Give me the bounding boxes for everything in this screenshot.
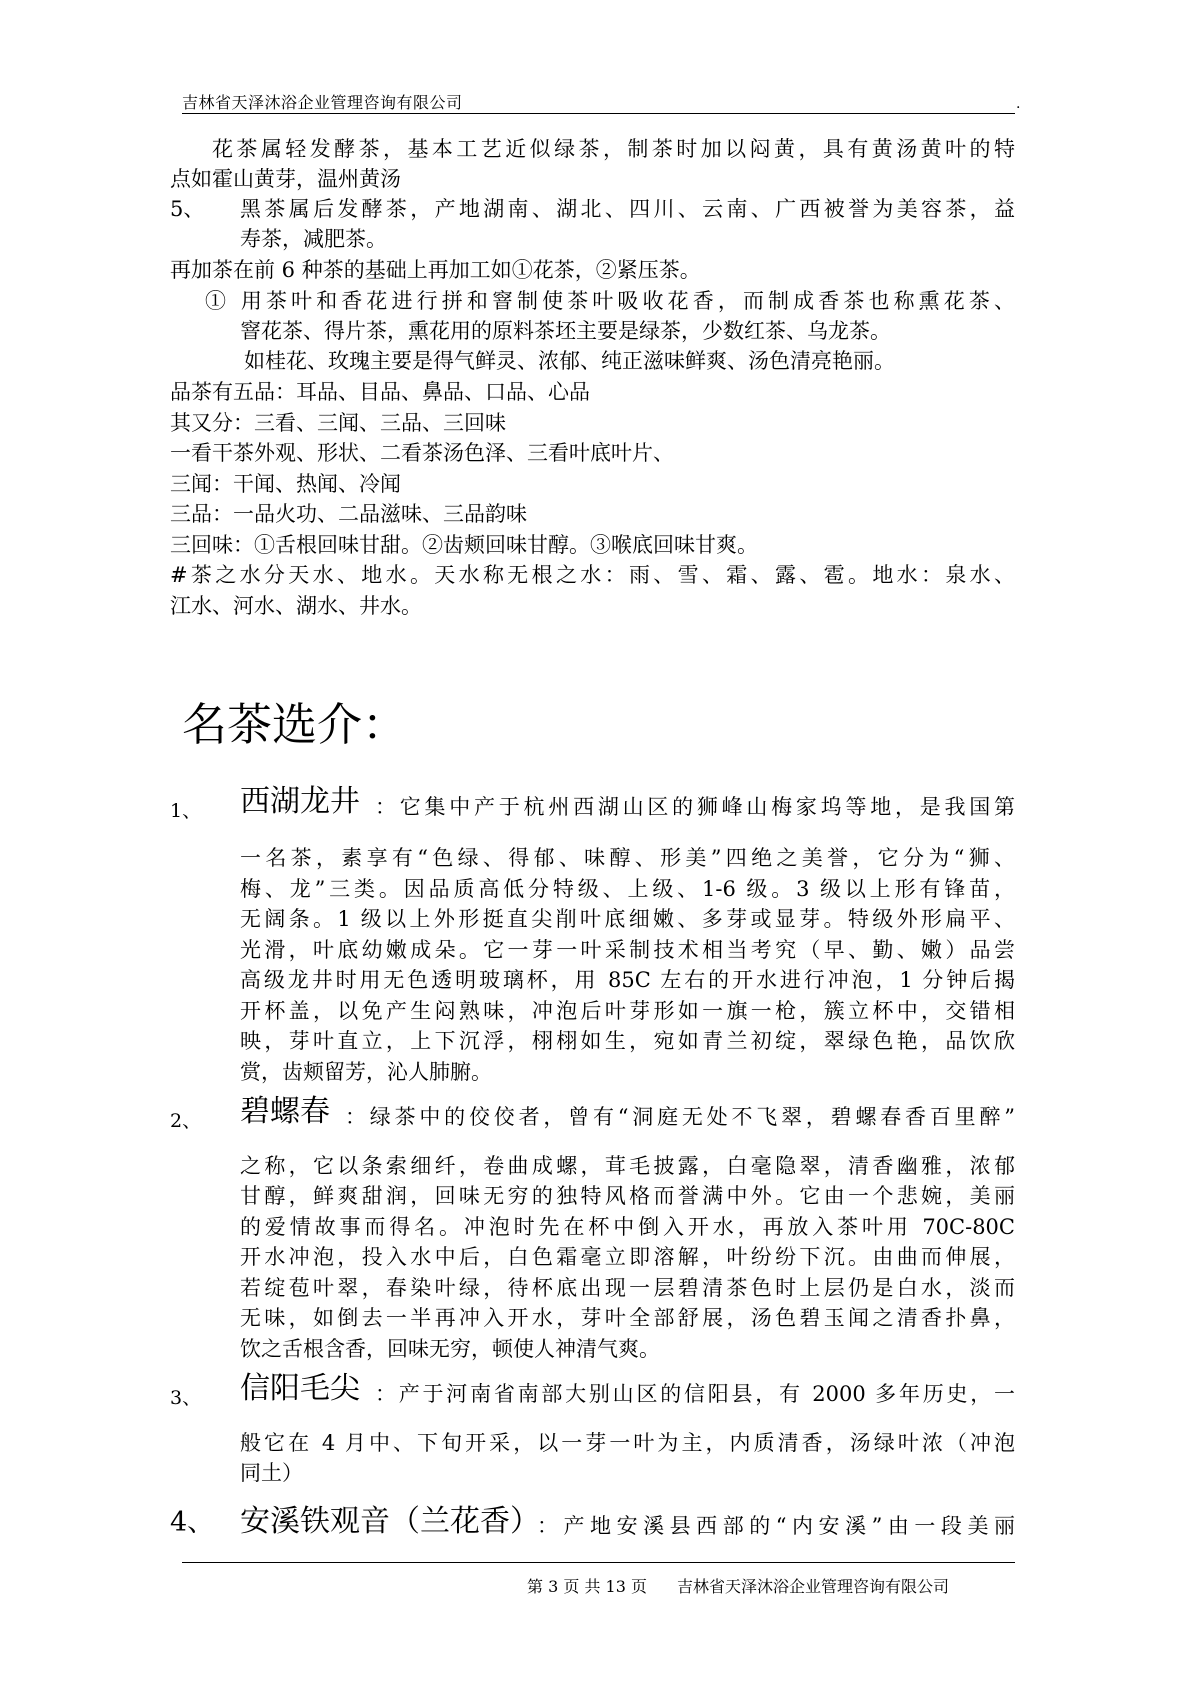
- tea-line: 开杯盖，以免产生闷熟味，冲泡后叶芽形如一旗一枪，簇立杯中，交错相: [240, 999, 1015, 1023]
- tea-name: 西湖龙井: [240, 784, 360, 819]
- tea-first-line: ：它集中产于杭州西湖山区的狮峰山梅家坞等地，是我国第: [375, 795, 1015, 819]
- page-number: 第 3 页 共 13 页: [527, 1577, 647, 1596]
- intro-line-16: 江水、河水、湖水、井水。: [170, 594, 422, 618]
- tea-first-line: ：产于河南省南部大别山区的信阳县，有 2000 多年历史，一: [375, 1382, 1015, 1406]
- tea-line: 开水冲泡，投入水中后，白色霜毫立即溶解，叶纷纷下沉。由曲而伸展，: [240, 1245, 1015, 1269]
- intro-line-9: 品茶有五品：耳品、目品、鼻品、口品、心品: [170, 380, 590, 404]
- tea-line: 之称，它以条索细纤，卷曲成螺，茸毛披露，白毫隐翠，清香幽雅，浓郁: [240, 1154, 1015, 1178]
- tea-number: 1、: [170, 800, 202, 822]
- footer-company: 吉林省天泽沐浴企业管理咨询有限公司: [676, 1577, 949, 1596]
- intro-line-13: 三品：一品火功、二品滋味、三品韵味: [170, 502, 527, 526]
- tea-line: 映，芽叶直立，上下沉浮，栩栩如生，宛如青兰初绽，翠绿色艳，品饮欣: [240, 1029, 1015, 1053]
- intro-line-11: 一看干茶外观、形状、二看茶汤色泽、三看叶底叶片、: [170, 441, 674, 465]
- intro-line-3: 黑茶属后发酵茶，产地湖南、湖北、四川、云南、广西被誉为美容茶，益: [240, 197, 1015, 221]
- header-rule: [182, 113, 1015, 114]
- intro-line-12: 三闻：干闻、热闻、冷闻: [170, 472, 401, 496]
- tea-line: 光滑，叶底幼嫩成朵。它一芽一叶采制技术相当考究（早、勤、嫩）品尝: [240, 938, 1015, 962]
- header-dot: .: [1016, 96, 1021, 112]
- tea-number: 2、: [170, 1110, 202, 1132]
- intro-line-8: 如桂花、玫瑰主要是得气鲜灵、浓郁、纯正滋味鲜爽、汤色清亮艳丽。: [244, 349, 895, 373]
- tea-line: 一名茶，素享有“色绿、得郁、味醇、形美”四绝之美誉，它分为“狮、: [240, 846, 1015, 870]
- list-number-5: 5、: [170, 197, 205, 221]
- tea-line: 若绽苞叶翠，春染叶绿，待杯底出现一层碧清茶色时上层仍是白水，淡而: [240, 1276, 1015, 1300]
- tea-line: 同土）: [240, 1461, 303, 1485]
- section-title: 名茶选介：: [182, 698, 408, 751]
- tea-line: 饮之舌根含香，回味无穷，顿使人神清气爽。: [240, 1337, 660, 1361]
- intro-line-14: 三回味：①舌根回味甘甜。②齿颊回味甘醇。③喉底回味甘爽。: [170, 533, 758, 557]
- tea-number: 3、: [170, 1387, 202, 1409]
- intro-line-1: 花茶属轻发酵茶，基本工艺近似绿茶，制茶时加以闷黄，具有黄汤黄叶的特: [212, 137, 1015, 161]
- tea-first-line: ：绿茶中的佼佼者，曾有“洞庭无处不飞翠，碧螺春香百里醉”: [345, 1105, 1015, 1129]
- intro-line-4: 寿茶，减肥茶。: [240, 227, 387, 251]
- tea-first-line: ：产地安溪县西部的“内安溪”由一段美丽: [537, 1514, 1015, 1538]
- tea-line: 无味，如倒去一半再冲入开水，芽叶全部舒展，汤色碧玉闻之清香扑鼻，: [240, 1306, 1015, 1330]
- tea-name: 安溪铁观音（兰花香）: [240, 1504, 540, 1539]
- tea-number: 4、: [170, 1507, 215, 1538]
- intro-line-5: 再加茶在前 6 种茶的基础上再加工如①花茶，②紧压茶。: [170, 258, 701, 282]
- tea-line: 高级龙井时用无色透明玻璃杯，用 85C 左右的开水进行冲泡，1 分钟后揭: [240, 968, 1015, 992]
- tea-line: 般它在 4 月中、下旬开采，以一芽一叶为主，内质清香，汤绿叶浓（冲泡: [240, 1431, 1015, 1455]
- intro-line-7: 窨花茶、得片茶，熏花用的原料茶坯主要是绿茶，少数红茶、乌龙茶。: [240, 319, 891, 343]
- tea-line: 赏，齿颊留芳，沁人肺腑。: [240, 1060, 492, 1084]
- footer: [527, 1574, 949, 1597]
- intro-line-6: ① 用茶叶和香花进行拼和窨制使茶叶吸收花香，而制成香茶也称熏花茶、: [205, 289, 1015, 313]
- intro-line-10: 其又分：三看、三闻、三品、三回味: [170, 411, 506, 435]
- tea-line: 甘醇，鲜爽甜润，回味无穷的独特风格而誉满中外。它由一个悲婉，美丽: [240, 1184, 1015, 1208]
- tea-line: 梅、龙”三类。因品质高低分特级、上级、1-6 级。3 级以上形有锋苗，: [240, 877, 1015, 901]
- intro-line-2: 点如霍山黄芽，温州黄汤: [170, 167, 401, 191]
- tea-name: 碧螺春: [240, 1094, 330, 1129]
- header-company: 吉林省天泽沐浴企业管理咨询有限公司: [182, 93, 463, 112]
- tea-line: 无阔条。1 级以上外形挺直尖削叶底细嫩、多芽或显芽。特级外形扁平、: [240, 907, 1015, 931]
- footer-rule: [182, 1562, 1015, 1563]
- tea-line: 的爱情故事而得名。冲泡时先在杯中倒入开水，再放入茶叶用 70C-80C: [240, 1215, 1015, 1239]
- tea-name: 信阳毛尖: [240, 1371, 360, 1406]
- intro-line-15: #茶之水分天水、地水。天水称无根之水：雨、雪、霜、露、雹。地水：泉水、: [170, 563, 1015, 587]
